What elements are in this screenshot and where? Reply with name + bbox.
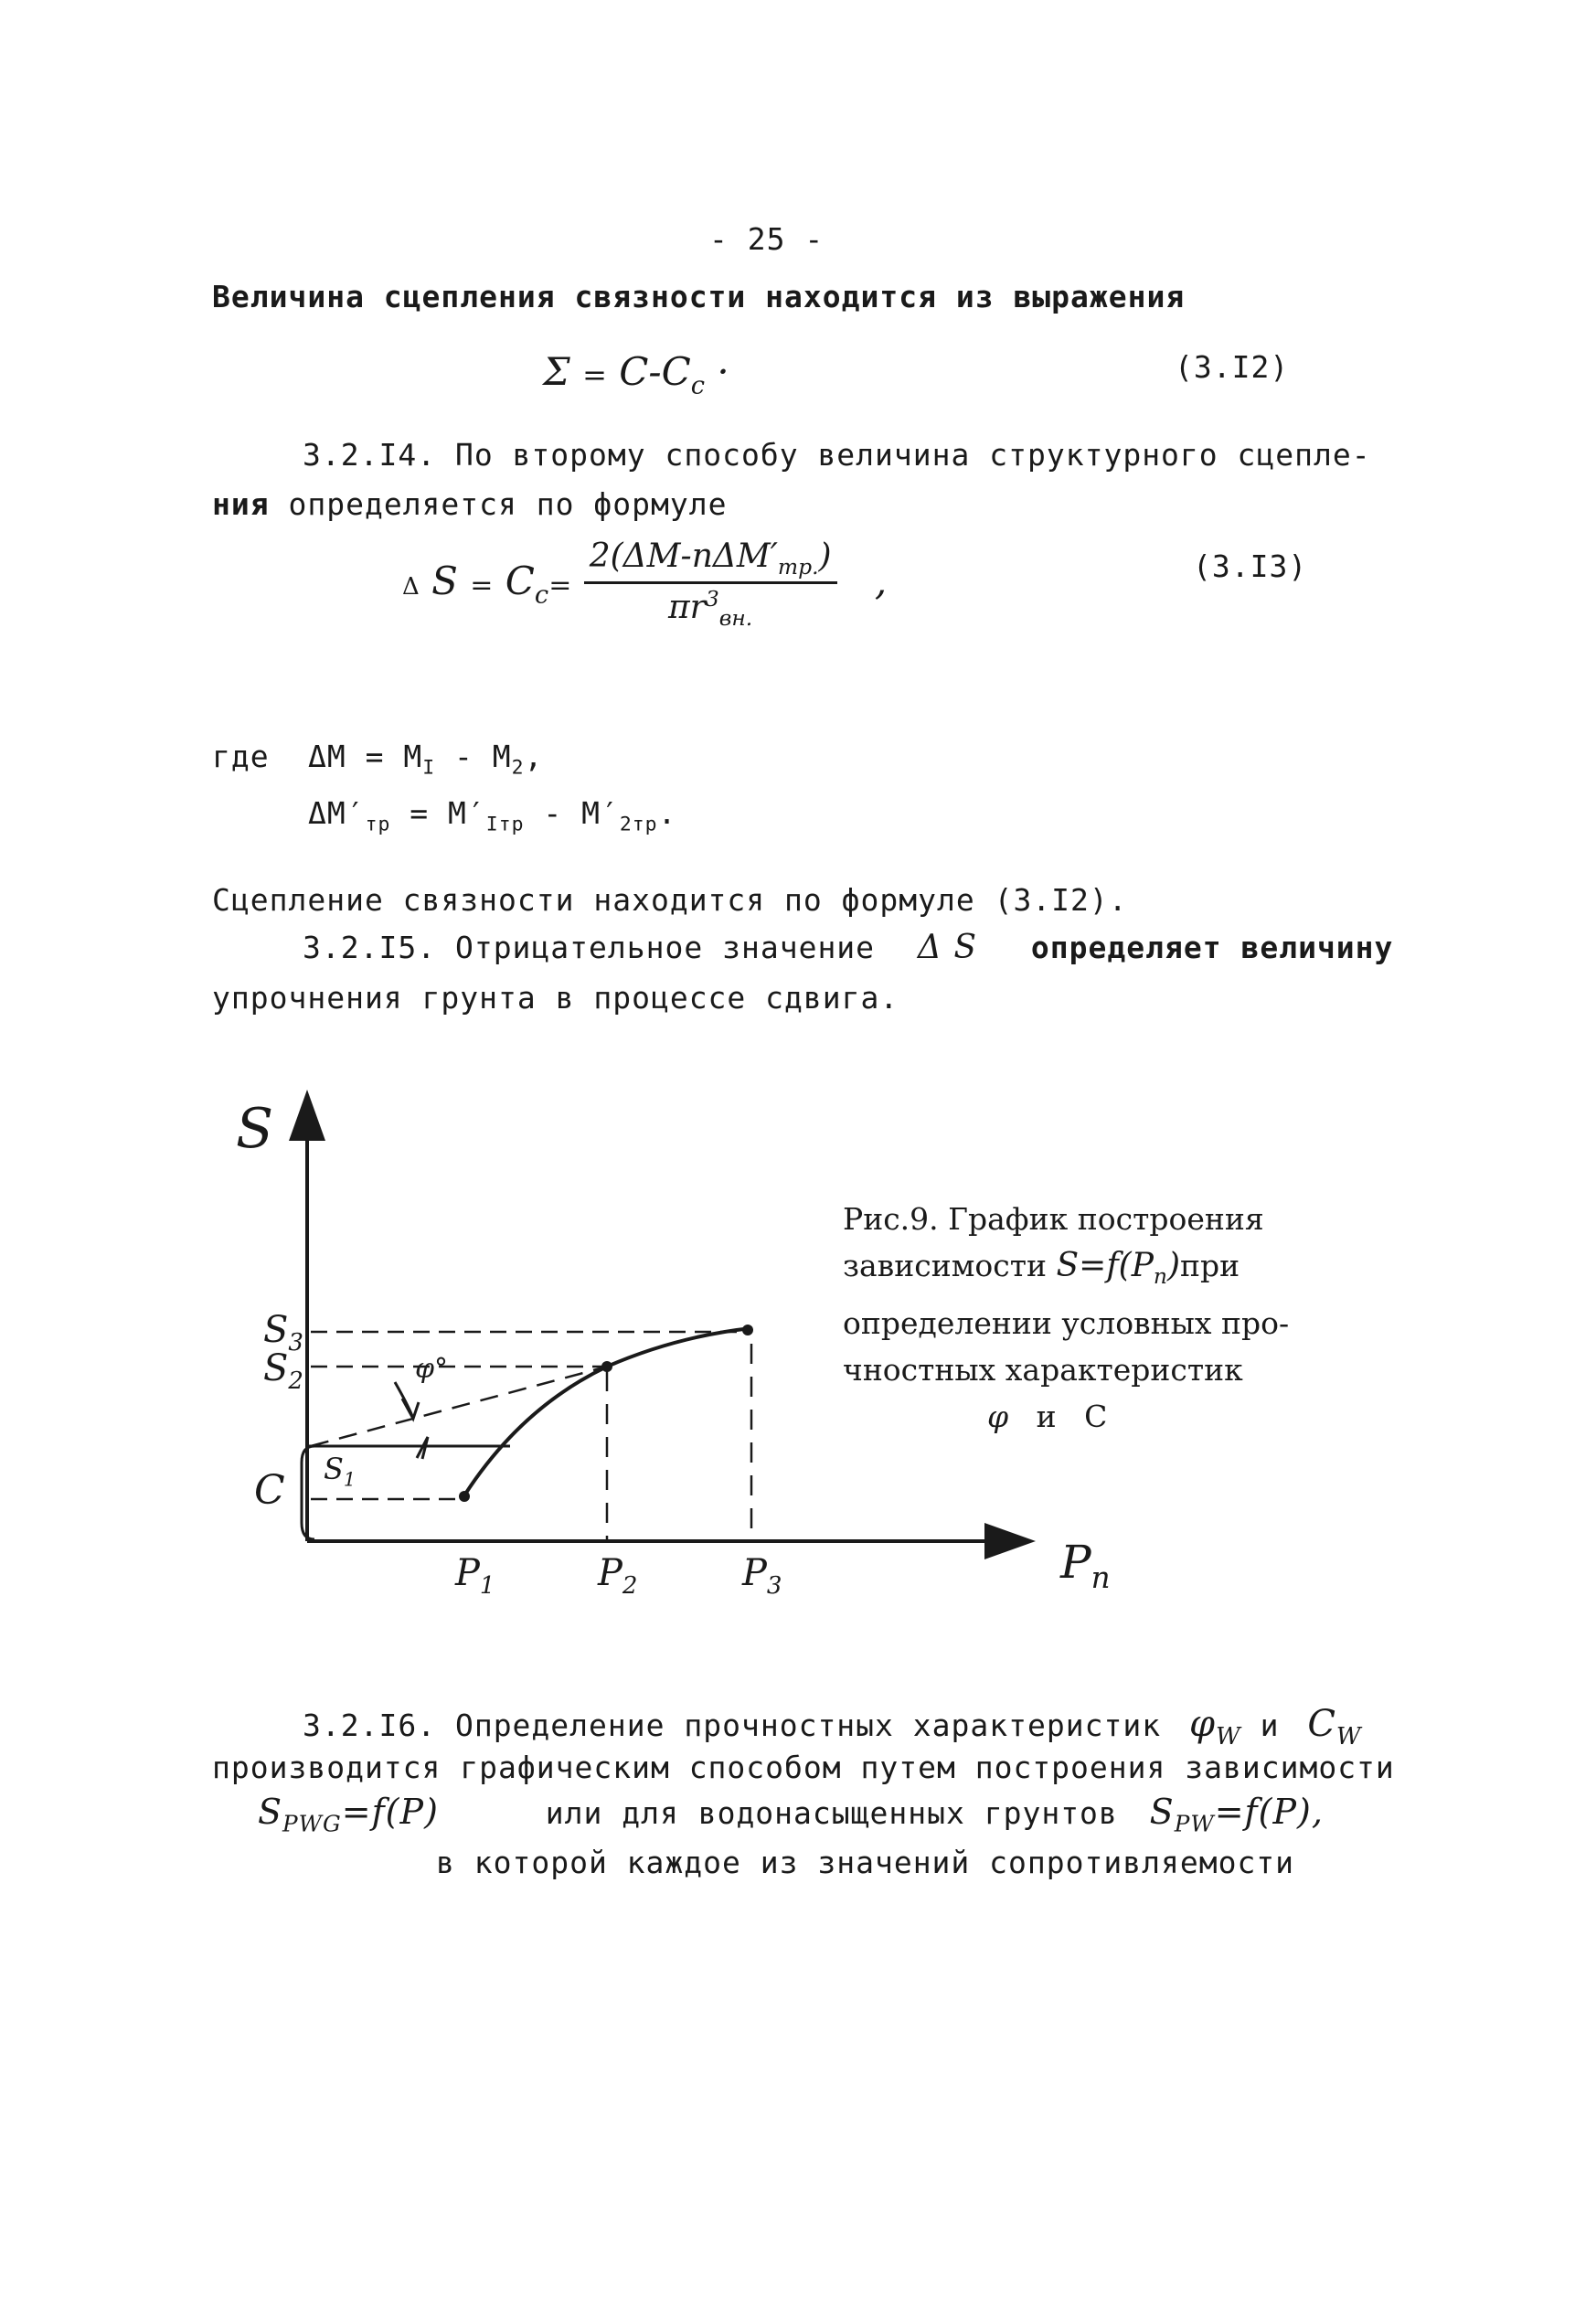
x-axis-label: $P_n$ [1060,1536,1111,1595]
chord-line [311,1367,607,1446]
angle-arrow-bottom [417,1437,428,1459]
caption-line-5: φ и C [987,1399,1108,1435]
caption-line-4: чностных характеристик [843,1352,1243,1389]
caption-line-3: определении условных про- [843,1305,1290,1342]
paragraph-3-2-16-line1: 3.2.I6. Определение прочностных характеристик $\varphi_W$ и $C_W$ [303,1703,1362,1750]
formula-spwg: $S_{PWG}=f(P)$ [258,1792,439,1837]
paragraph-3-2-15-line1: 3.2.I5. Отрицательное значение Δ S определяет величину [303,929,1394,966]
phi-w: $\varphi_W$ [1188,1703,1241,1750]
eq-cc-sub: c [534,580,549,610]
point-3 [742,1325,753,1335]
eq-cc: C [505,559,535,604]
caption-line-2: зависимости $S=f(P_n)при$ [843,1247,1240,1290]
s3-label: $S_3$ [263,1309,303,1357]
paragraph-cohesion-intro: Величина сцепления связности находится из выражения [212,279,1186,314]
s2-label: $S_2$ [263,1347,303,1395]
section-number: 3.2.I4. [303,437,437,473]
angle-label: φ° [415,1353,449,1385]
eq-denominator: $\pi r^3_{вн.}$ [668,586,753,632]
where-line-2: $\Delta M'_{тр} = M'_{Iтр} - M'_{2тр}$. [308,795,677,836]
paragraph-3-2-15-line2: упрочнения грунта в процессе сдвига. [212,980,899,1016]
paragraph-3-2-16-line2: производится графическим способом путем построения зависимости [212,1750,1395,1785]
eq-numerator: $2(\Delta M-n\Delta M'_{тр.})$ [584,537,837,584]
paragraph-cohesion-formula: Сцепление связности находится по формуле (3.I2). [212,882,1128,918]
paragraph-text: По второму способу величина структурного сцепле- [454,437,1371,473]
eq-cc-sub: c [690,371,706,400]
delta-s: Δ S [917,929,978,966]
where-label: где [212,739,270,774]
eq-c: C [619,349,649,394]
figure-caption [843,1196,1289,1440]
paragraph-text: определяется по формуле [288,486,728,522]
p2-label: $P_2$ [598,1552,638,1600]
caption-line-1: Рис.9. График построения [843,1201,1264,1237]
p3-label: $P_3$ [742,1552,782,1600]
c-label: C [254,1467,285,1514]
eq-equals: = [582,357,607,392]
eq-comma: , [874,559,888,604]
eq-equals-2: = [548,569,572,602]
eq-sigma: Σ [543,349,570,394]
eq-dot: · [717,349,729,394]
equation-number-3-13: (3.I3) [1193,548,1308,584]
eq-s: S [431,559,458,604]
paragraph-3-2-16-line4: в которой каждое из значений сопротивляемости [436,1845,1295,1880]
eq-equals-1: = [470,569,494,602]
page-number: - 25 - [709,221,825,257]
where-line-1: $\Delta M = M_I - M_2$, [308,739,544,780]
y-axis-label: S [236,1097,274,1161]
p1-label: $P_1$ [455,1552,495,1600]
word-fragment: ния [212,486,270,522]
c-w: $C_W$ [1307,1703,1362,1750]
point-1 [459,1491,470,1502]
paragraph-3-2-16-line3: $S_{PWG}=f(P)$ или для водонасыщенных грунтов $S_{PW}=f(P)$, [258,1792,1324,1837]
eq-minus: - [648,349,662,394]
eq-cc: C [661,349,691,394]
s1-label: $S_1$ [324,1452,356,1491]
equation-number-3-12: (3.I2) [1175,349,1290,385]
point-2 [601,1361,612,1372]
formula-spw: $S_{PW}=f(P)$, [1149,1792,1324,1837]
eq-delta: Δ [402,573,420,601]
